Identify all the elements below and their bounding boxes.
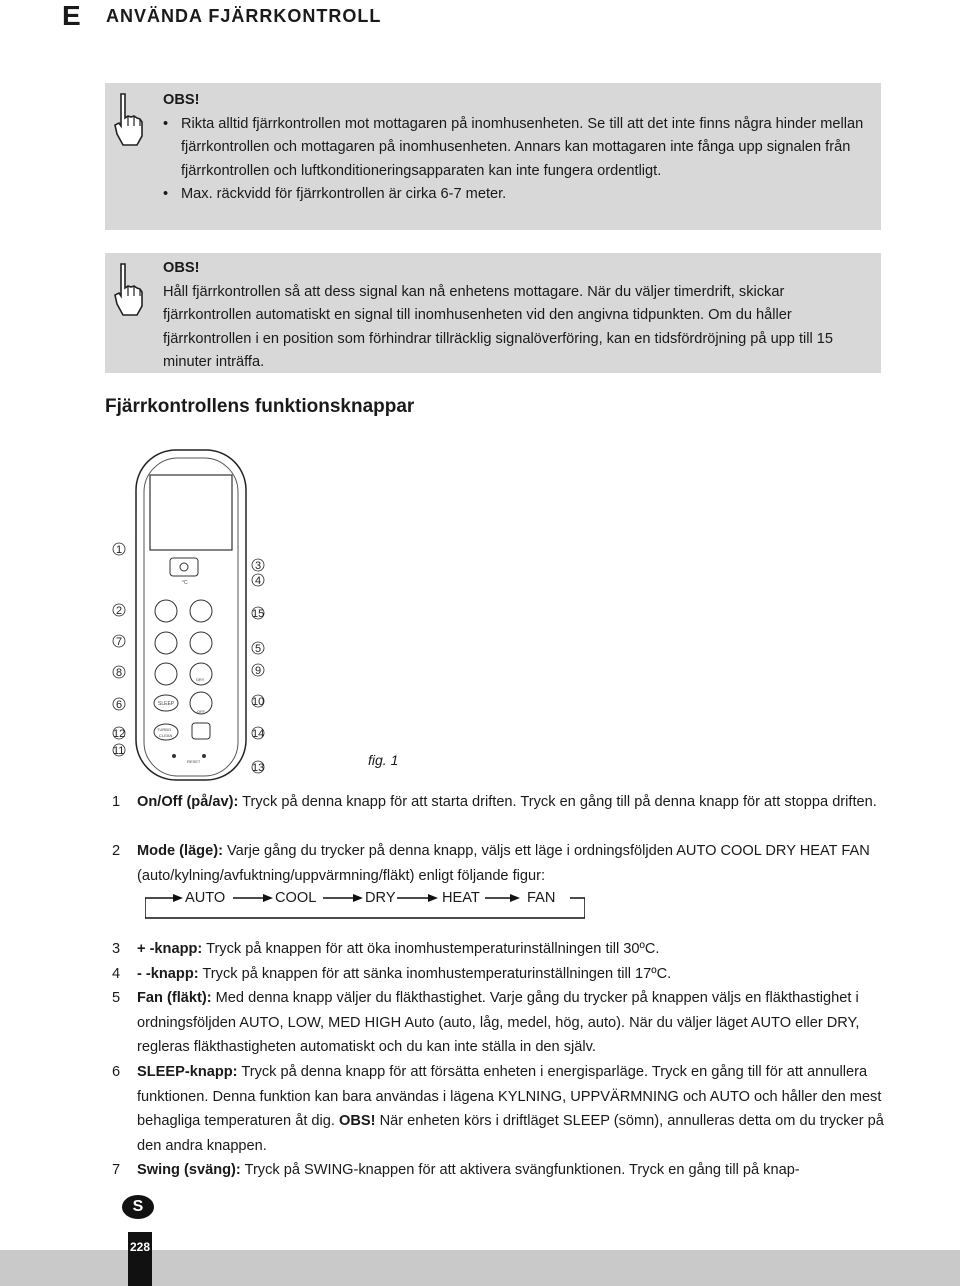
item-number: 6 <box>111 1064 121 1080</box>
item-number: 3 <box>111 941 121 957</box>
callout-9: 9 <box>255 665 262 677</box>
page-title: ANVÄNDA FJÄRRKONTROLL <box>106 6 382 26</box>
item-text: Tryck på SWING-knappen för att aktivera svängfunktionen. Tryck en gång till på knap- <box>240 1162 800 1178</box>
item-number: 7 <box>111 1162 121 1178</box>
item-label: + -knapp: <box>137 941 203 957</box>
list-item <box>105 790 895 815</box>
callout-15: 15 <box>252 608 265 620</box>
callout-11: 11 <box>113 745 125 757</box>
section-title: Fjärrkontrollens funktionsknappar <box>105 396 415 417</box>
note-box-1 <box>105 83 881 230</box>
item-label: On/Off (på/av): <box>137 794 239 810</box>
turbo-label: TURBO <box>157 727 171 732</box>
item-number: 4 <box>111 966 121 982</box>
callout-12: 12 <box>113 728 126 740</box>
callout-3: 3 <box>255 560 262 572</box>
note-title: OBS! <box>163 92 200 108</box>
list-item <box>105 1060 895 1158</box>
item-number: 1 <box>111 794 121 810</box>
item-number: 2 <box>111 843 121 859</box>
item-label: Swing (sväng): <box>137 1162 241 1178</box>
pointing-hand-icon <box>113 262 149 318</box>
list-item <box>105 937 895 962</box>
note-text: Håll fjärrkontrollen så att dess signal kan nå enhetens mottagare. När du väljer timerdrift, skickar fjärrkontrollen automatiskt en signal till inomhusenheten vid den angivna tidpunkten. Om du håller fjärrkontrollen i en position som förhindrar tillräcklig signalöverföring, kan en tidsfördröjning på upp till 15 minuter inträffa. <box>163 283 834 370</box>
section-letter: E <box>62 0 81 31</box>
item-label: Mode (läge): <box>137 843 223 859</box>
flow-step: DRY <box>365 890 396 906</box>
note-bullet: • Max. räckvidd för fjärrkontrollen är cirka 6-7 meter. <box>163 183 869 207</box>
item-text: När enheten körs i driftläget SLEEP (sömn), annulleras detta om du trycker på den andra knappen. <box>137 1113 884 1154</box>
mode-flow-diagram <box>145 884 585 924</box>
callout-10: 10 <box>252 696 265 708</box>
list-item <box>105 1158 895 1183</box>
temp-unit-label: °C <box>182 580 188 586</box>
pointing-hand-icon <box>113 92 149 148</box>
flow-step: AUTO <box>185 890 226 906</box>
item-text: Med denna knapp väljer du fläkthastighet. Varje gång du trycker på knappen väljs en fläkthastighet i ordningsföljden AUTO, LOW, MED HIGH Auto (auto, låg, medel, hög, auto). När du väljer läget AUTO eller DRY, regleras fläkthastigheten automatiskt och du kan inte ställa in den själv. <box>137 990 860 1056</box>
callout-2: 2 <box>116 605 123 617</box>
clean-label: CLEAN <box>159 733 173 738</box>
callout-7: 7 <box>116 636 123 648</box>
callout-8: 8 <box>116 667 123 679</box>
callout-5: 5 <box>255 643 262 655</box>
flow-step: HEAT <box>442 890 480 906</box>
off-label: OFF <box>197 709 205 714</box>
figure-caption: fig. 1 <box>368 752 399 768</box>
list-item <box>105 962 895 987</box>
item-label: OBS! <box>339 1113 376 1130</box>
note-bullet: • Rikta alltid fjärrkontrollen mot mottagaren på inomhusenheten. Se till att det inte finns några hinder mellan fjärrkontrollen och mottagaren på inomhusenheten. Annars kan mottagaren inte fånga upp signalen från fjärrkontrollen och luftkonditioneringsapparaten kan inte fungera ordentligt. <box>163 113 869 184</box>
sleep-label: SLEEP <box>158 701 175 707</box>
item-text: Tryck på denna knapp för att försätta enheten i energisparläge. Tryck en gång till för att annullera funktionen. Denna funktion kan bara användas i lägena KYLNING, UPPVÄRMNING och AUTO och håller den mest behagliga temperaturen åt dig. <box>137 1064 882 1130</box>
flow-step: FAN <box>527 890 556 906</box>
callout-6: 6 <box>116 699 123 711</box>
item-text: Tryck på knappen för att sänka inomhustemperaturinställningen till 17ºC. <box>198 966 672 982</box>
item-label: SLEEP-knapp: <box>137 1064 238 1080</box>
page-number: 228 <box>129 1240 151 1254</box>
dry-label: DRY <box>196 677 205 682</box>
reset-label: RESET <box>187 759 201 764</box>
list-item <box>105 986 895 1060</box>
item-number: 5 <box>111 990 121 1006</box>
flow-step: COOL <box>275 890 317 906</box>
callout-14: 14 <box>252 728 265 740</box>
callout-13: 13 <box>252 762 265 774</box>
remote-control-figure <box>100 440 290 785</box>
note-title: OBS! <box>163 260 200 276</box>
note-box-2 <box>105 253 881 373</box>
item-text: Tryck på knappen för att öka inomhustemperaturinställningen till 30ºC. <box>202 941 660 957</box>
language-badge: S <box>122 1195 154 1219</box>
item-text: Tryck på denna knapp för att starta driften. Tryck en gång till på denna knapp för att stoppa driften. <box>238 794 877 810</box>
callout-4: 4 <box>255 575 262 587</box>
callout-1: 1 <box>116 544 123 556</box>
item-text: Varje gång du trycker på denna knapp, väljs ett läge i ordningsföljden AUTO COOL DRY HEAT FAN (auto/kylning/avfuktning/uppvärmning/fläkt) enligt följande figur: <box>137 843 870 884</box>
list-item <box>105 839 895 888</box>
item-label: - -knapp: <box>137 966 199 982</box>
item-label: Fan (fläkt): <box>137 990 212 1006</box>
